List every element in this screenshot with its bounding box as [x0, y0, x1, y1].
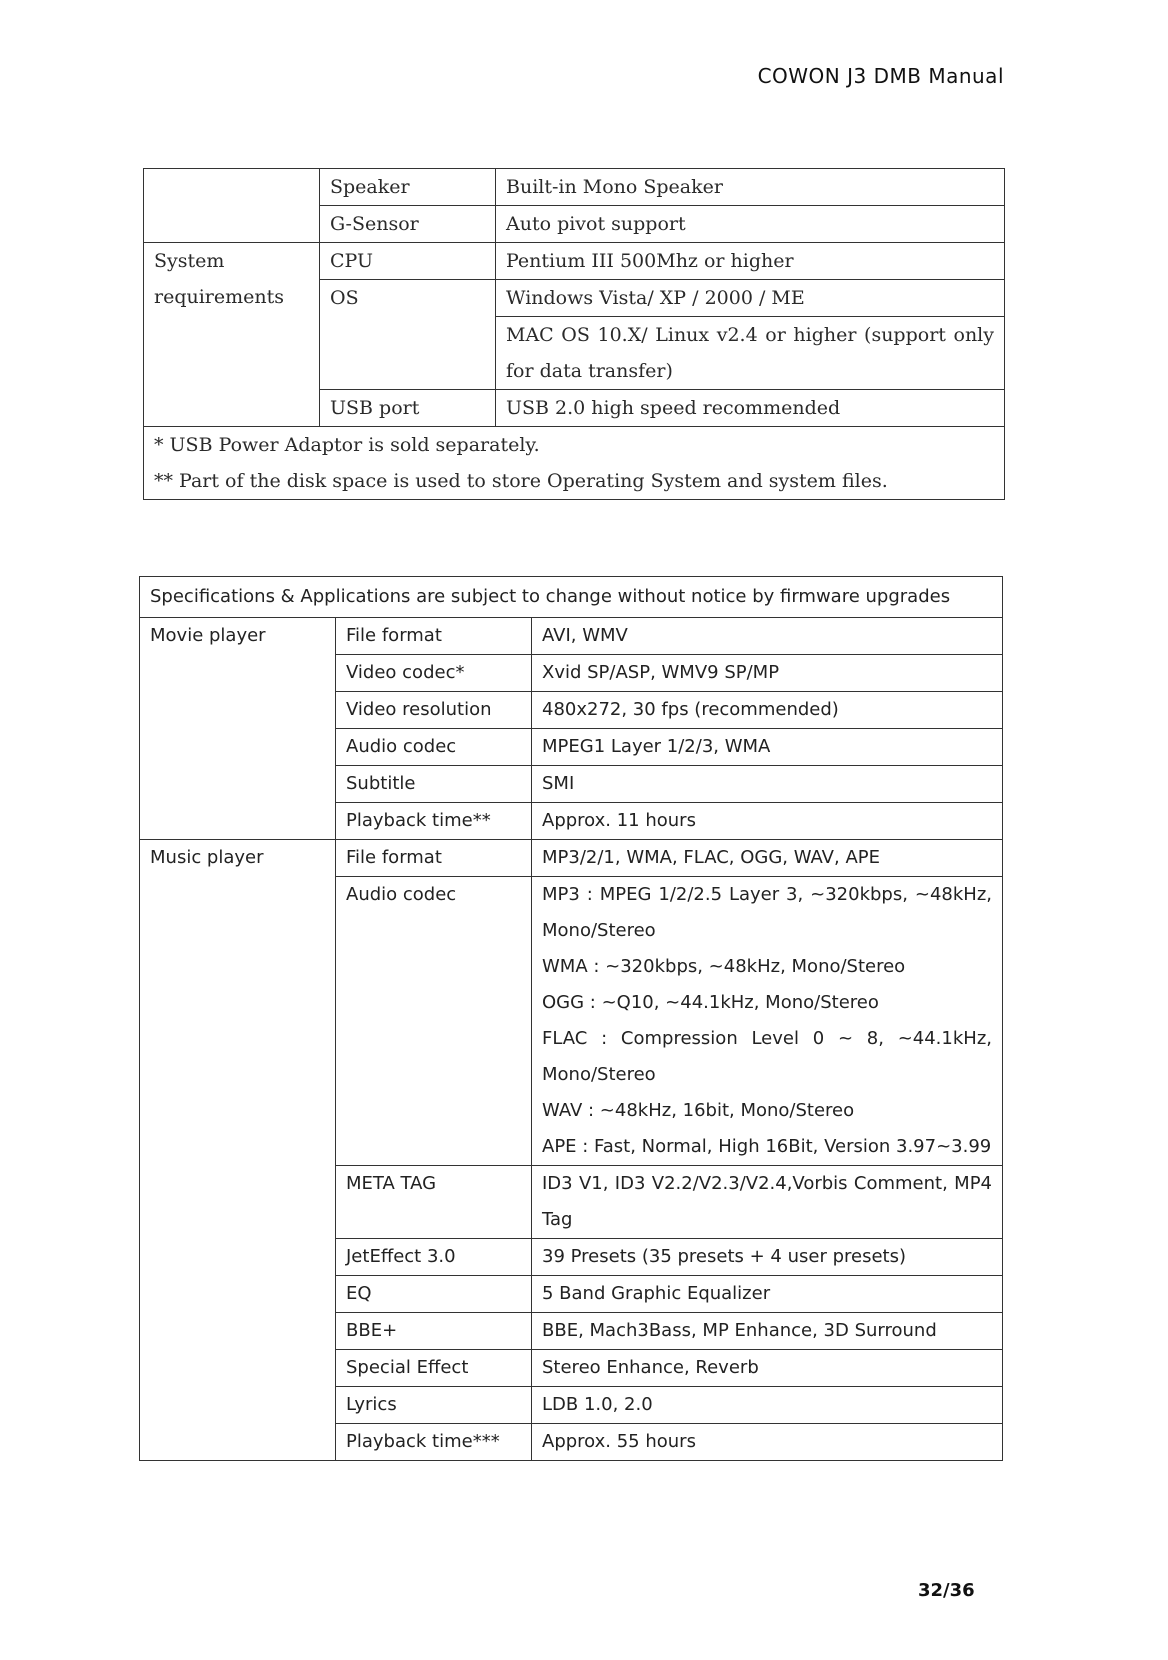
- table-row: [140, 618, 1003, 655]
- value-cell: Built-in Mono Speaker: [496, 169, 1005, 206]
- value-cell: Approx. 55 hours: [532, 1424, 1003, 1461]
- value-cell: Auto pivot support: [496, 206, 1005, 243]
- page-number: 32/36: [918, 1580, 975, 1601]
- feature-cell: Lyrics: [336, 1387, 532, 1424]
- value-cell: Pentium III 500Mhz or higher: [496, 243, 1005, 280]
- feature-cell: Special Effect: [336, 1350, 532, 1387]
- value-cell: MAC OS 10.X/ Linux v2.4 or higher (support only for data transfer): [496, 317, 1005, 390]
- feature-cell: Playback time***: [336, 1424, 532, 1461]
- table-row: [144, 206, 1005, 243]
- value-cell: 480x272, 30 fps (recommended): [532, 692, 1003, 729]
- table-row: [140, 840, 1003, 877]
- feature-cell: Video codec*: [336, 655, 532, 692]
- spec-notice-header: Specifications & Applications are subject to change without notice by firmware upgrades: [140, 577, 1003, 618]
- feature-cell: Playback time**: [336, 803, 532, 840]
- table-row: [144, 243, 1005, 280]
- feature-cell: OS: [320, 280, 496, 390]
- feature-cell: Subtitle: [336, 766, 532, 803]
- feature-cell: CPU: [320, 243, 496, 280]
- feature-cell: G-Sensor: [320, 206, 496, 243]
- value-cell: SMI: [532, 766, 1003, 803]
- value-cell: USB 2.0 high speed recommended: [496, 390, 1005, 427]
- value-cell: 39 Presets (35 presets + 4 user presets): [532, 1239, 1003, 1276]
- value-cell: 5 Band Graphic Equalizer: [532, 1276, 1003, 1313]
- category-line: System: [154, 250, 225, 272]
- feature-cell: JetEffect 3.0: [336, 1239, 532, 1276]
- table-row: [140, 577, 1003, 618]
- category-cell-empty: [144, 169, 320, 206]
- codec-line: APE : Fast, Normal, High 16Bit, Version 3.97~3.99: [542, 1136, 992, 1157]
- value-cell: AVI, WMV: [532, 618, 1003, 655]
- value-cell: ID3 V1, ID3 V2.2/V2.3/V2.4,Vorbis Comment, MP4 Tag: [532, 1166, 1003, 1239]
- feature-cell: EQ: [336, 1276, 532, 1313]
- category-line: requirements: [154, 286, 285, 308]
- codec-line: WAV : ~48kHz, 16bit, Mono/Stereo: [542, 1100, 855, 1121]
- feature-cell: BBE+: [336, 1313, 532, 1350]
- table-row: [144, 427, 1005, 500]
- category-cell-system-requirements: [144, 243, 320, 427]
- feature-cell: Speaker: [320, 169, 496, 206]
- note-line: ** Part of the disk space is used to store Operating System and system files.: [154, 470, 888, 492]
- feature-cell: USB port: [320, 390, 496, 427]
- notes-cell: [144, 427, 1005, 500]
- value-cell: BBE, Mach3Bass, MP Enhance, 3D Surround: [532, 1313, 1003, 1350]
- feature-cell: Audio codec: [336, 877, 532, 1166]
- value-cell: MP3/2/1, WMA, FLAC, OGG, WAV, APE: [532, 840, 1003, 877]
- note-line: * USB Power Adaptor is sold separately.: [154, 434, 540, 456]
- feature-cell: Video resolution: [336, 692, 532, 729]
- page-header-title: COWON J3 DMB Manual: [757, 64, 1004, 88]
- category-cell-empty: [144, 206, 320, 243]
- feature-cell: File format: [336, 618, 532, 655]
- codec-line: MP3 : MPEG 1/2/2.5 Layer 3, ~320kbps, ~48kHz, Mono/Stereo: [542, 884, 992, 941]
- value-cell: Xvid SP/ASP, WMV9 SP/MP: [532, 655, 1003, 692]
- category-cell-movie-player: Movie player: [140, 618, 336, 840]
- table-row: [144, 169, 1005, 206]
- feature-cell: Audio codec: [336, 729, 532, 766]
- system-requirements-table: [143, 168, 1005, 500]
- codec-line: OGG : ~Q10, ~44.1kHz, Mono/Stereo: [542, 992, 879, 1013]
- value-cell: Windows Vista/ XP / 2000 / ME: [496, 280, 1005, 317]
- value-cell: LDB 1.0, 2.0: [532, 1387, 1003, 1424]
- feature-cell: File format: [336, 840, 532, 877]
- value-cell-audio-codec: [532, 877, 1003, 1166]
- codec-line: FLAC : Compression Level 0 ~ 8, ~44.1kHz, Mono/Stereo: [542, 1028, 992, 1085]
- category-cell-music-player: Music player: [140, 840, 336, 1461]
- specifications-table: [139, 576, 1003, 1461]
- codec-line: WMA : ~320kbps, ~48kHz, Mono/Stereo: [542, 956, 906, 977]
- value-cell: Stereo Enhance, Reverb: [532, 1350, 1003, 1387]
- value-cell: MPEG1 Layer 1/2/3, WMA: [532, 729, 1003, 766]
- feature-cell: META TAG: [336, 1166, 532, 1239]
- value-cell: Approx. 11 hours: [532, 803, 1003, 840]
